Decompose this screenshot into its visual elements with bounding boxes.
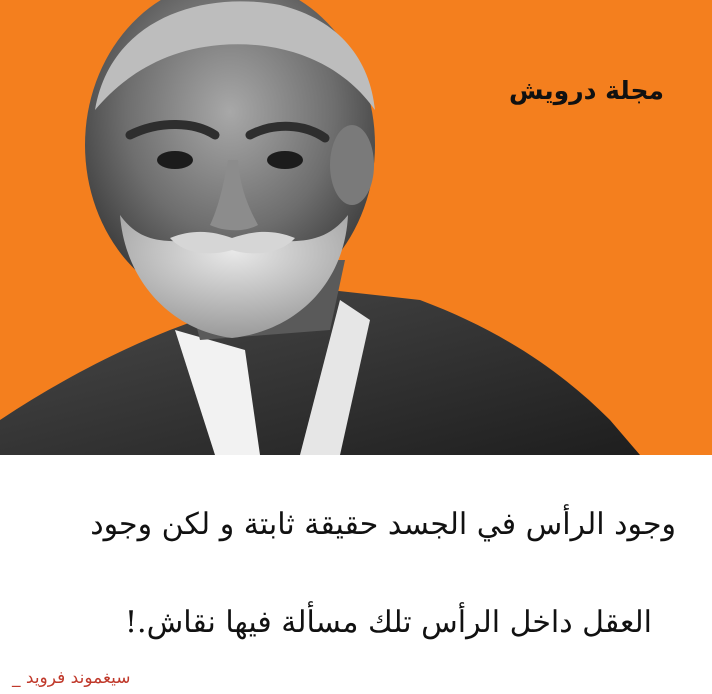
quote-line-1: وجود الرأس في الجسد حقيقة ثابتة و لكن وجود: [90, 507, 676, 542]
ear: [330, 125, 374, 205]
quote-panel: [0, 455, 712, 694]
attribution: سيغموند فرويد _: [12, 668, 131, 688]
brand-logo: مجلة درويش: [508, 76, 664, 105]
right-eye: [267, 151, 303, 169]
quote-line-2: العقل داخل الرأس تلك مسألة فيها نقاش.!: [124, 605, 652, 640]
left-eye: [157, 151, 193, 169]
